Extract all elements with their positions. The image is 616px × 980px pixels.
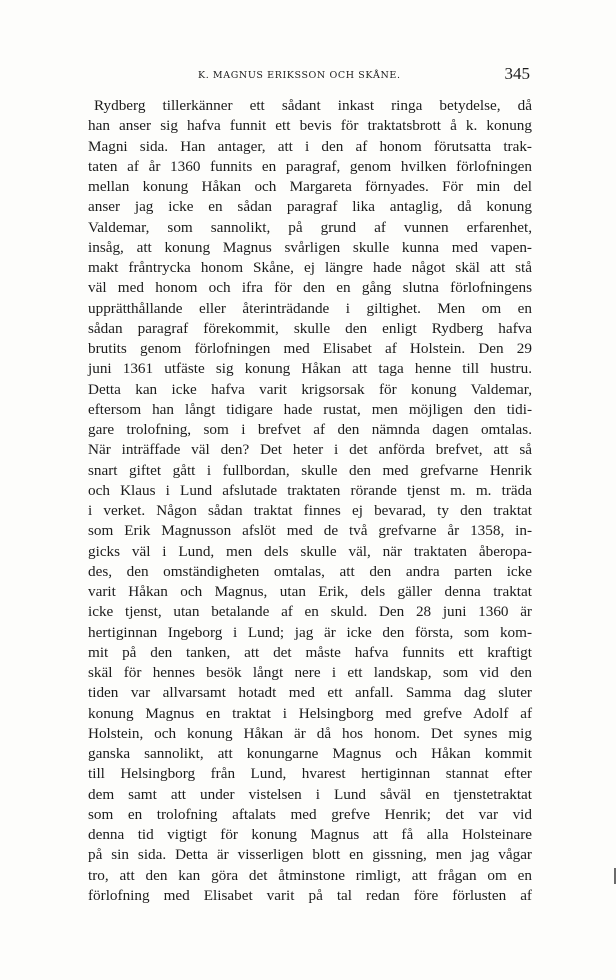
text-line: förlofning med Elisabet varit på tal redan före förlusten af (88, 886, 532, 904)
text-line: taten af år 1360 funnits en paragraf, genom hvilken förlofningen (88, 157, 532, 175)
text-line: gare trolofning, som i brefvet af den nämnda dagen omtalas. (88, 421, 532, 438)
text-line: insåg, att konung Magnus svårligen skulle kunna med vapen- (88, 238, 532, 256)
text-line: Valdemar, som sannolikt, på grund af vunnen erfarenhet, (88, 218, 532, 236)
text-line: konung Magnus en traktat i Helsingborg med grefve Adolf af (88, 704, 532, 722)
text-line: upprätthållande eller återinträdande i giltighet. Men om en (88, 299, 532, 317)
text-line: tro, att den kan göra det åtminstone rimligt, att frågan om en (88, 866, 532, 884)
text-line: sådan paragraf förekommit, skulle den enligt Rydberg hafva (88, 319, 532, 337)
text-line: skäl för hennes besök långt nere i ett landskap, som vid den (88, 664, 532, 681)
text-line: till Helsingborg från Lund, hvarest hertiginnan stannat efter (88, 765, 532, 783)
text-line: denna tid vigtigt för konung Magnus att få alla Holsteinare (88, 826, 532, 843)
text-line: tiden var allvarsamt hotadt med ett anfall. Samma dag sluter (88, 684, 532, 702)
text-line: ganska sannolikt, att konungarne Magnus och Håkan kommit (88, 745, 532, 762)
body-text (88, 96, 532, 906)
text-line: Rydberg tillerkänner ett sådant inkast ringa betydelse, då (94, 97, 532, 114)
text-line: brutits genom förlofningen med Elisabet af Holstein. Den 29 (88, 340, 532, 357)
text-line: juni 1361 utfäste sig konung Håkan att taga henne till hustru. (88, 360, 532, 378)
text-line: som en trolofning aftalats med grefve Henrik; det var vid (88, 805, 532, 823)
running-head (88, 64, 532, 86)
text-line: varit Håkan och Magnus, utan Erik, dels gäller denna traktat (88, 583, 532, 600)
text-line: som Erik Magnusson afslöt med de två grefvarne år 1358, in- (88, 522, 532, 540)
text-line: makt fråntrycka honom Skåne, ej längre hade något skäl att stå (88, 259, 532, 276)
page-number: 345 (504, 64, 530, 83)
text-line: Detta kan icke hafva varit krigsorsak för konung Valdemar, (88, 380, 532, 398)
running-title: K. MAGNUS ERIKSSON OCH SKÅNE. (198, 70, 401, 81)
text-line: des, den omständigheten omtalas, att den andra parten icke (88, 562, 532, 580)
text-line: gicks väl i Lund, men dels skulle väl, när traktaten åberopa- (88, 542, 532, 560)
text-line: han anser sig hafva funnit ett bevis för traktatsbrott å k. konung (88, 117, 532, 135)
text-line: mit på den tanken, att det måste hafva funnits ett kraftigt (88, 643, 532, 661)
text-line: Magni sida. Han antager, att i den af honom förutsatta trak- (88, 137, 532, 155)
text-line: snart giftet gått i fullbordan, skulle den med grefvarne Henrik (88, 461, 532, 479)
text-line: hertiginnan Ingeborg i Lund; jag är icke den första, som kom- (88, 623, 532, 641)
text-line: anser jag icke en sådan paragraf lika antaglig, då konung (88, 198, 532, 216)
text-line: icke tjenst, utan betalande af en skuld. Den 28 juni 1360 är (88, 603, 532, 621)
text-line: på sin sida. Detta är visserligen blott en gissning, men jag vågar (88, 846, 532, 864)
text-line: och Klaus i Lund afslutade traktaten rörande tjenst m. m. träda (88, 481, 532, 499)
text-line: i verket. Någon sådan traktat finnes ej bevarad, ty den traktat (88, 502, 532, 519)
text-line: mellan konung Håkan och Margareta förnyades. För min del (88, 178, 532, 195)
text-line: dem samt att under vistelsen i Lund såväl en tjenstetraktat (88, 785, 532, 803)
text-line: När inträffade väl den? Det heter i det anförda brefvet, att så (88, 441, 532, 459)
text-line: eftersom han långt tidigare hade rustat, men möjligen den tidi- (88, 400, 532, 418)
text-line: Holstein, och konung Håkan är då hos honom. Det synes mig (88, 724, 532, 742)
text-line: väl med honom och ifra för den en gång slutna förlofningens (88, 279, 532, 297)
